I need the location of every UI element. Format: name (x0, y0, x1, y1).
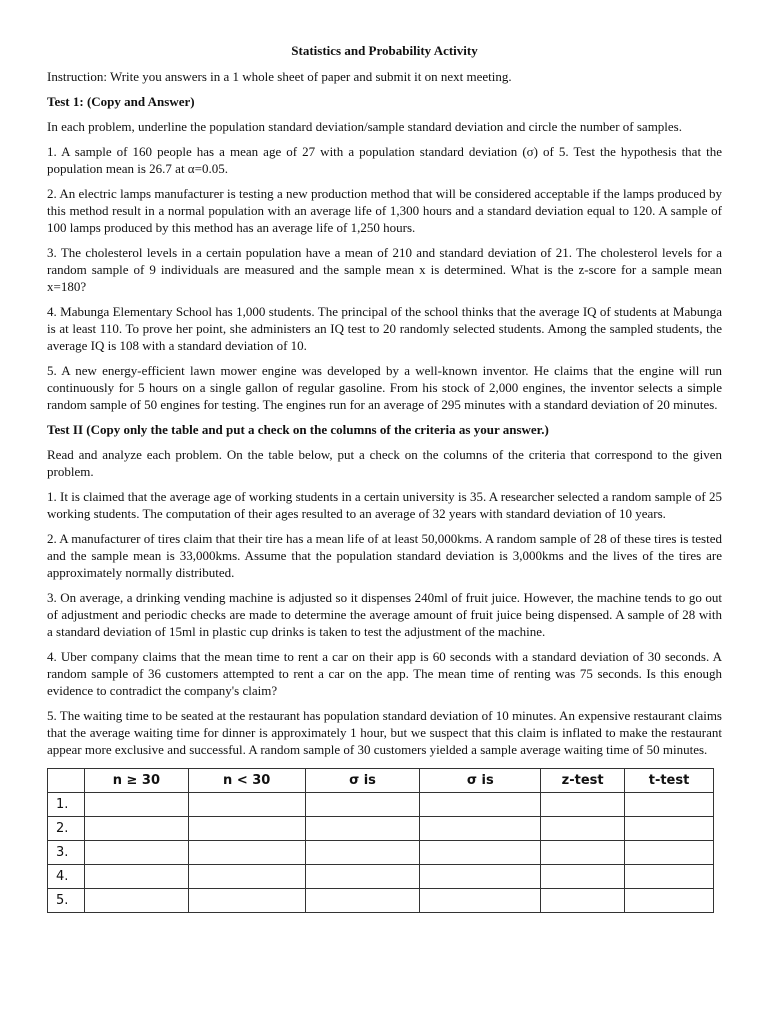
check-cell[interactable] (84, 793, 188, 817)
table-row (48, 889, 714, 913)
header-n-ge-30: n ≥ 30 (84, 769, 188, 793)
instruction-text: Instruction: Write you answers in a 1 whole sheet of paper and submit it on next meeting. (47, 69, 512, 84)
check-cell[interactable] (188, 889, 305, 913)
test2-item-5: 5. The waiting time to be seated at the restaurant has population standard deviation of 10 minutes. An expensive restaurant claims that the average waiting time for dinner is approximately 1 hour, but we suspect that this claim is inflated to make the restaurant appear more exclusive and successful. A random sample of 30 customers yielded a sample average waiting time of 50 minutes. (47, 708, 722, 757)
check-cell[interactable] (84, 817, 188, 841)
check-cell[interactable] (420, 865, 541, 889)
test2-heading: Test II (Copy only the table and put a check on the columns of the criteria as your answer.) (47, 422, 549, 437)
check-cell[interactable] (305, 817, 420, 841)
row-number: 5. (48, 889, 85, 913)
check-cell[interactable] (625, 889, 714, 913)
test2-intro: Read and analyze each problem. On the table below, put a check on the columns of the criteria that correspond to the given problem. (47, 447, 722, 479)
table-header-row (48, 769, 714, 793)
check-cell[interactable] (625, 865, 714, 889)
header-sigma-known: σ is (305, 769, 420, 793)
test2-item-4: 4. Uber company claims that the mean time to rent a car on their app is 60 seconds with a standard deviation of 30 seconds. A random sample of 36 customers attempted to rent a car on the app. The mean time of renting was 75 seconds. Is this enough evidence to contradict the company's claim? (47, 649, 722, 698)
check-cell[interactable] (625, 841, 714, 865)
check-cell[interactable] (541, 841, 625, 865)
test1-intro: In each problem, underline the population standard deviation/sample standard deviation and circle the number of samples. (47, 119, 682, 134)
row-number: 3. (48, 841, 85, 865)
check-cell[interactable] (305, 889, 420, 913)
test1-item-2: 2. An electric lamps manufacturer is testing a new production method that will be considered acceptable if the lamps produced by this method result in a normal population with an average life of 1,300 hours and a standard deviation equal to 120. A sample of 100 lamps produced by this method has an average life of 1,250 hours. (47, 186, 722, 235)
check-cell[interactable] (541, 817, 625, 841)
page-title: Statistics and Probability Activity (291, 43, 478, 58)
table-row (48, 865, 714, 889)
check-cell[interactable] (420, 889, 541, 913)
check-cell[interactable] (188, 865, 305, 889)
criteria-table (47, 768, 714, 913)
header-n-lt-30: n < 30 (188, 769, 305, 793)
check-cell[interactable] (305, 793, 420, 817)
check-cell[interactable] (420, 793, 541, 817)
check-cell[interactable] (625, 793, 714, 817)
row-number: 4. (48, 865, 85, 889)
check-cell[interactable] (625, 817, 714, 841)
check-cell[interactable] (188, 841, 305, 865)
check-cell[interactable] (188, 817, 305, 841)
check-cell[interactable] (541, 865, 625, 889)
check-cell[interactable] (305, 841, 420, 865)
test2-item-3: 3. On average, a drinking vending machine is adjusted so it dispenses 240ml of fruit juice. However, the machine tends to go out of adjustment and periodic checks are made to determine the average amount of fruit juice being dispensed. A sample of 28 with a standard deviation of 15ml in plastic cup drinks is taken to test the adjustment of the machine. (47, 590, 722, 639)
test1-heading: Test 1: (Copy and Answer) (47, 94, 195, 109)
header-z-test: z-test (541, 769, 625, 793)
row-number: 1. (48, 793, 85, 817)
check-cell[interactable] (420, 817, 541, 841)
test2-item-2: 2. A manufacturer of tires claim that their tire has a mean life of at least 50,000kms. A random sample of 28 of these tires is tested and the sample mean is 33,000kms. Assume that the population standard deviation is 3,000kms and the lives of the tires are approximately normally distributed. (47, 531, 722, 580)
test1-item-1: 1. A sample of 160 people has a mean age of 27 with a population standard deviation (σ) of 5. Test the hypothesis that the population mean is 26.7 at α=0.05. (47, 144, 722, 176)
test2-item-1: 1. It is claimed that the average age of working students in a certain university is 35. A researcher selected a random sample of 25 working students. The computation of their ages resulted to an average of 32 years with standard deviation of 10 years. (47, 489, 722, 521)
check-cell[interactable] (305, 865, 420, 889)
test1-item-4: 4. Mabunga Elementary School has 1,000 students. The principal of the school thinks that the average IQ of students at Mabunga is at least 110. To prove her point, she administers an IQ test to 20 randomly selected students. Among the sampled students, the average IQ is 108 with a standard deviation of 10. (47, 304, 722, 353)
check-cell[interactable] (84, 841, 188, 865)
row-number: 2. (48, 817, 85, 841)
test1-item-3: 3. The cholesterol levels in a certain population have a mean of 210 and standard deviation of 21. The cholesterol levels for a random sample of 9 individuals are measured and the sample mean x is determined. What is the z-score for a sample mean x=180? (47, 245, 722, 294)
table-row (48, 841, 714, 865)
header-t-test: t-test (625, 769, 714, 793)
check-cell[interactable] (84, 865, 188, 889)
check-cell[interactable] (84, 889, 188, 913)
table-row (48, 793, 714, 817)
table-row (48, 817, 714, 841)
header-sigma-unknown: σ is (420, 769, 541, 793)
header-cell-number (48, 769, 85, 793)
check-cell[interactable] (541, 793, 625, 817)
test1-item-5: 5. A new energy-efficient lawn mower engine was developed by a well-known inventor. He claims that the engine will run continuously for 5 hours on a single gallon of regular gasoline. From his stock of 2,000 engines, the inventor selects a simple random sample of 50 engines for testing. The engines run for an average of 295 minutes with a standard deviation of 20 minutes. (47, 363, 722, 412)
check-cell[interactable] (420, 841, 541, 865)
check-cell[interactable] (541, 889, 625, 913)
check-cell[interactable] (188, 793, 305, 817)
